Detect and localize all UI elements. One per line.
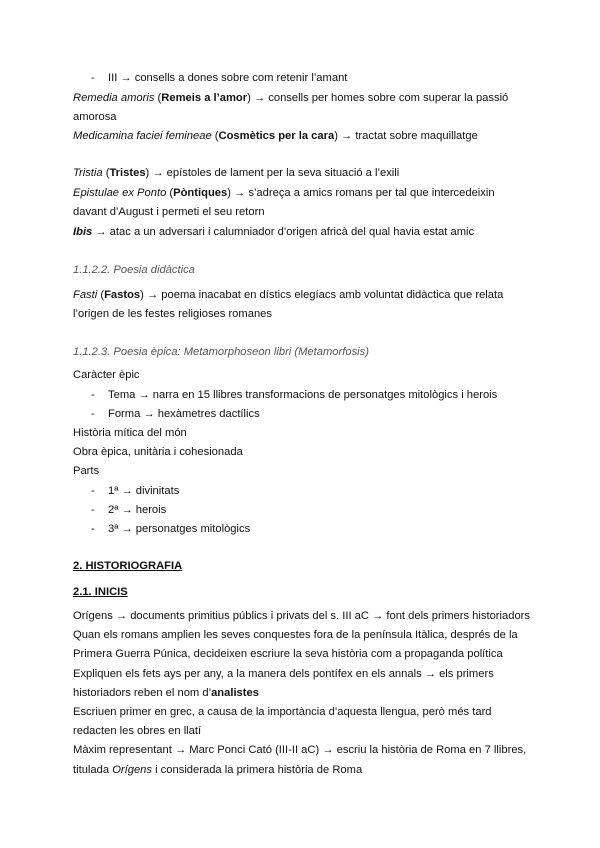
- fasti-line: [73, 288, 503, 302]
- medicamina-line: [73, 129, 478, 143]
- work-title: Ibis: [73, 226, 93, 238]
- tristia-line: [73, 166, 399, 180]
- bullet-text: 2ª → herois: [108, 504, 167, 516]
- obra-line: Obra èpica, unitària i cohesionada: [73, 446, 243, 458]
- paren: (: [102, 167, 110, 179]
- bullet-dash: -: [91, 389, 95, 401]
- heading-historiografia: 2. HISTORIOGRAFIA: [73, 560, 183, 572]
- inicis-line-6: Escriuen primer en grec, a causa de la importància d’aquesta llengua, però més tard: [73, 706, 492, 718]
- work-translation: Tristes: [109, 167, 146, 179]
- parts-line: Parts: [73, 465, 100, 477]
- bullet-dash: -: [91, 523, 95, 535]
- work-translation: Remeis a l’amor: [161, 92, 248, 104]
- paren: (: [211, 130, 219, 142]
- work-description: ) → consells per homes sobre com superar la passió: [247, 92, 509, 104]
- inicis-line-4: Expliquen els fets ays per any, a la manera dels pontífex en els annals → els primers: [73, 668, 494, 680]
- work-description: → atac a un adversari i calumniador d’origen africà del qual havia estat amic: [92, 226, 475, 238]
- work-title: Medicamina faciei femineae: [73, 130, 212, 142]
- work-title: Epistulae ex Ponto: [73, 187, 167, 199]
- inicis-line-5: [73, 686, 259, 700]
- work-title: Remedia amoris: [73, 92, 155, 104]
- inicis-line-1: Orígens → documents primitius públics i privats del s. III aC → font dels primers historiadors: [73, 610, 530, 622]
- term-analistes: analistes: [211, 687, 259, 699]
- epistulae-line: [73, 186, 495, 200]
- paren: (: [97, 289, 105, 301]
- heading-inicis: 2.1. INICIS: [73, 586, 128, 598]
- bullet-text: III → consells a dones sobre com retenir l’amant: [108, 72, 348, 84]
- work-translation: Pòntiques: [173, 187, 228, 199]
- work-title: Fasti: [73, 289, 98, 301]
- bullet-dash: -: [91, 72, 95, 84]
- inicis-line-8: Màxim representant → Marc Ponci Cató (III-II aC) → escriu la història de Roma en 7 llibres,: [73, 744, 527, 756]
- bullet-text: 1ª → divinitats: [108, 485, 180, 497]
- work-description: ) → tractat sobre maquillatge: [334, 130, 478, 142]
- bullet-dash: -: [91, 504, 95, 516]
- work-description: ) → s’adreça a amics romans per tal que intercedeixin: [227, 187, 495, 199]
- bullet-dash: -: [91, 485, 95, 497]
- remedia-line-2: amorosa: [73, 111, 117, 123]
- inicis-line-2: Quan els romans amplien les seves conquestes fora de la península Itàlica, després de la: [73, 629, 518, 641]
- section-heading-1122: 1.1.2.2. Poesia didàctica: [73, 264, 195, 276]
- ibis-line: [73, 225, 474, 239]
- work-title: Tristia: [73, 167, 103, 179]
- bullet-text: 3ª → personatges mitològics: [108, 523, 251, 535]
- paren: (: [166, 187, 174, 199]
- work-translation: Cosmètics per la cara: [218, 130, 335, 142]
- work-description: ) → epístoles de lament per la seva situació a l’exili: [145, 167, 400, 179]
- inicis-line-3: Primera Guerra Púnica, decideixen escriure la seva història com a propaganda política: [73, 648, 503, 660]
- work-description: ) → poema inacabat en dístics elegíacs amb voluntat didàctica que relata: [140, 289, 504, 301]
- text: titulada: [73, 764, 113, 776]
- work-title: Orígens: [112, 764, 152, 776]
- inicis-line-9: [73, 763, 362, 777]
- text: i considerada la primera història de Roma: [151, 764, 363, 776]
- caracter-epic: Caràcter èpic: [73, 369, 140, 381]
- bullet-text: Tema → narra en 15 llibres transformacions de personatges mitològics i herois: [108, 389, 498, 401]
- work-translation: Fastos: [104, 289, 141, 301]
- bullet-text: Forma → hexàmetres dactílics: [108, 408, 260, 420]
- bullet-dash: -: [91, 408, 95, 420]
- paren: (: [154, 92, 162, 104]
- inicis-line-7: redacten les obres en llatí: [73, 725, 202, 737]
- fasti-line-2: l’origen de les festes religioses romanes: [73, 308, 272, 320]
- epistulae-line-2: davant d’August i permeti el seu retorn: [73, 206, 265, 218]
- historia-line: Història mítica del món: [73, 427, 187, 439]
- text: historiadors reben el nom d’: [73, 687, 212, 699]
- remedia-line: [73, 91, 508, 105]
- section-heading-1123: 1.1.2.3. Poesia èpica: Metamorphoseon libri (Metamorfosis): [73, 346, 369, 358]
